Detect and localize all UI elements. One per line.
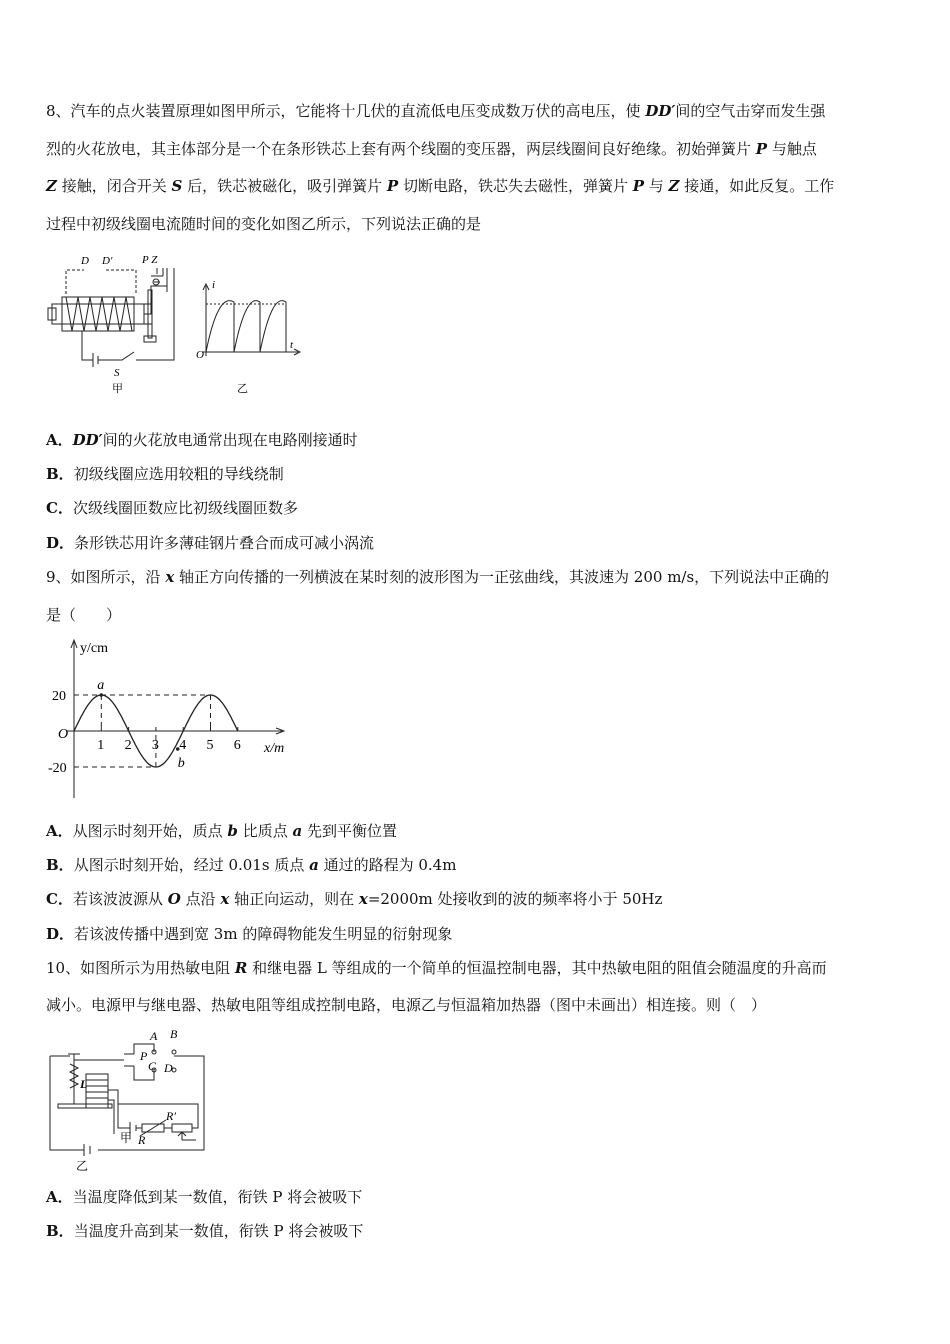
q9-option-c[interactable] [46,889,662,909]
label-B: B [170,1027,178,1041]
option-variable: x [358,890,368,908]
label-D: D [81,255,89,267]
origin-label: O [58,727,69,742]
q9-option-a[interactable] [46,821,397,841]
label-PZ: P Z [142,254,158,266]
label-yi: 乙 [76,1159,89,1173]
x-axis-label: x/m [264,741,285,756]
option-text: 若该波传播中遇到宽 3m 的障碍物能发生明显的衍射现象 [74,925,453,943]
q8-figure [46,252,316,402]
label-O: O [196,349,204,361]
option-variable: a [292,822,303,840]
q10-circuit-figure [46,1024,216,1176]
label-R: R [138,1133,146,1147]
option-letter: B． [46,856,74,874]
x-tick-label-5: 5 [206,738,214,753]
label-Rprime: R′ [166,1109,176,1123]
x-tick-label-2: 2 [124,738,132,753]
q10-line-1: 10、如图所示为用热敏电阻 R 和继电器 L 等组成的一个简单的恒温控制电器，其中热敏电阻的阻值会随温度的升高而 [46,959,827,977]
q8-option-c[interactable]: C．次级线圈匝数应比初级线圈匝数多 [46,499,298,517]
q8-text: 间的空气击穿而发生强 [675,102,826,120]
x-tick-label-4: 4 [179,738,187,753]
option-text: =2000m 处接收到的波的频率将小于 50Hz [367,890,663,908]
option-variable: O [167,890,181,908]
label-i: i [212,279,216,291]
y-tick-label: 20 [52,689,66,704]
q10-line-2: 减小。电源甲与继电器、热敏电阻等组成控制电路，电源乙与恒温箱加热器（图中未画出）相连接。则（ ） [46,996,767,1014]
point-a [100,693,104,697]
x-tick-label-3: 3 [151,738,159,753]
q8-dd-label: DD′ [645,102,676,120]
q8-line-2: 烈的火花放电，其主体部分是一个在条形铁芯上套有两个线圈的变压器，两层线圈间良好绝缘。初始弹簧片 P 与触点 [46,140,817,158]
label-jia: 甲 [112,383,123,395]
label-S: S [114,367,120,379]
y-axis [71,640,77,798]
point-label-a: a [97,678,105,693]
q9-line-1: 9、如图所示，沿 x 轴正方向传播的一列横波在某时刻的波形图为一正弦曲线，其波速为 200 m/s，下列说法中正确的 [46,568,830,586]
q8-text: 8、汽车的点火装置原理如图甲所示，它能将十几伏的直流低电压变成数万伏的高电压，使 [46,102,646,120]
label-A: A [150,1029,158,1043]
option-text: 点沿 [180,890,221,908]
q8-line-3: Z 接触，闭合开关 S 后，铁芯被磁化，吸引弹簧片 P 切断电路，铁芯失去磁性，弹簧片 P 与 Z 接通，如此反复。工作 [46,177,835,195]
option-letter: A． [46,822,73,840]
option-text: 若该波波源从 [72,890,168,908]
option-variable: a [309,856,319,874]
label-P: P [140,1049,148,1063]
option-text: 通过的路程为 0.4m [318,856,457,874]
q8-option-a[interactable]: A．DD′间的火花放电通常出现在电路刚接通时 [46,431,358,449]
option-letter: C． [46,890,73,908]
option-text: 从图示时刻开始，质点 [72,822,228,840]
option-letter: D． [46,925,75,943]
q10-option-a[interactable]: A．当温度降低到某一数值，衔铁 P 将会被吸下 [46,1188,363,1206]
option-variable: b [227,822,238,840]
label-Dprime: D′ [102,255,113,267]
y-axis-label: y/cm [80,641,108,656]
q9-option-d[interactable] [46,924,452,944]
label-yi: 乙 [237,383,248,395]
q9-option-b[interactable] [46,855,456,875]
q8-line-4: 过程中初级线圈电流随时间的变化如图乙所示，下列说法正确的是 [46,215,482,233]
option-text: 先到平衡位置 [302,822,397,840]
option-text: 比质点 [237,822,293,840]
label-C: C [148,1059,157,1073]
point-b [176,747,180,751]
x-axis [66,728,284,734]
y-tick-label: -20 [48,761,67,776]
q9-line-2: 是（ ） [46,606,122,624]
option-text: 从图示时刻开始，经过 0.01s 质点 [73,856,310,874]
x-tick-label-1: 1 [97,738,105,753]
option-variable: x [220,890,230,908]
q10-option-b[interactable]: B．当温度升高到某一数值，衔铁 P 将会被吸下 [46,1222,364,1240]
label-L: L [80,1077,88,1091]
q8-option-b[interactable]: B．初级线圈应选用较粗的导线绕制 [46,465,284,483]
x-tick-label-6: 6 [233,738,241,753]
label-D: D [164,1061,173,1075]
q9-wave-chart [46,636,306,802]
point-label-b: b [177,756,185,771]
label-t: t [290,339,294,351]
q8-option-d[interactable]: D．条形铁芯用许多薄硅钢片叠合而成可减小涡流 [46,534,375,552]
option-text: 轴正向运动，则在 [229,890,359,908]
label-jia: 甲 [120,1131,133,1145]
q8-line-1 [46,101,825,121]
